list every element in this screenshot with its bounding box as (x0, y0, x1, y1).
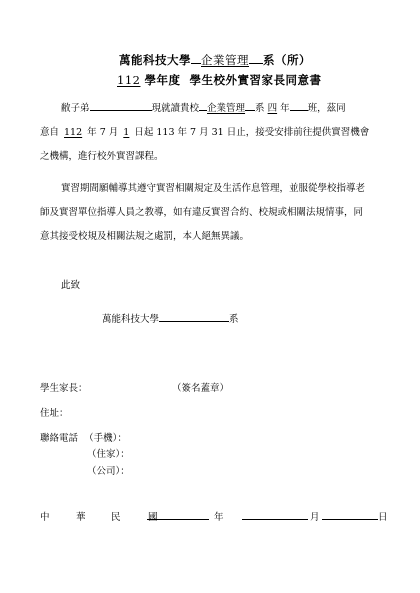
academic-year: 112 (117, 73, 141, 87)
consent-line-2 (40, 124, 369, 142)
obligation-line-1: 實習期間願輔導其遵守實習相關規定及生活作息管理，並服從學校指導老 (61, 183, 366, 194)
office-label: （公司）： (87, 466, 130, 477)
p1-class-label: 班，茲同 (307, 103, 346, 114)
title-line-2 (113, 72, 321, 88)
p2-month-label: 月 (108, 127, 119, 138)
home-label: （住家）： (87, 449, 130, 460)
p1-dept-pad (199, 110, 207, 111)
year-label: 學年度 (144, 73, 181, 87)
recipient-line (102, 311, 239, 329)
date-char-guo: 國 (148, 512, 158, 523)
p2-rest: 日起 113 年 7 月 31 日止，接受安排前往提供實習機會 (134, 127, 370, 138)
p2-day: 1 (123, 127, 130, 138)
p1-prefix: 敝子弟 (61, 103, 90, 114)
recipient-dept-blank (159, 321, 229, 322)
seal-label: （簽名蓋章） (172, 383, 230, 394)
date-day-blank (322, 519, 378, 520)
date-year-label: 年 (214, 512, 224, 523)
consent-line-1 (61, 100, 346, 118)
dept-blank-left (191, 63, 201, 64)
university-name: 萬能科技大學 (119, 53, 191, 67)
dept-blank-right (249, 63, 263, 64)
p1-grade-label: 年 (280, 103, 290, 114)
p2-year: 112 (64, 127, 83, 138)
obligation-line-2: 師及實習單位指導人員之教導，如有違反實習合約、校規或相關法規情事，同 (40, 207, 364, 218)
date-char-zhong: 中 (40, 512, 50, 523)
closing-ci: 此致 (61, 280, 81, 291)
mobile-label: （手機）： (84, 433, 127, 444)
p1-grade: 四 (267, 103, 278, 114)
parent-label: 學生家長： (40, 383, 88, 394)
address-label: 住址： (40, 408, 69, 419)
recipient-university: 萬能科技大學 (102, 314, 160, 325)
student-name-blank (90, 110, 152, 111)
p1-dept-pad-2 (245, 110, 255, 111)
date-char-hua: 華 (76, 512, 86, 523)
date-year-blank (147, 519, 209, 520)
date-month-label: 月 (310, 512, 320, 523)
phone-label: 聯絡電話 (40, 433, 79, 444)
title-line-1 (119, 52, 311, 68)
p1-department: 企業管理 (207, 103, 246, 114)
recipient-suffix: 系 (229, 314, 239, 325)
department-name: 企業管理 (201, 53, 249, 67)
date-month-blank (242, 519, 308, 520)
date-day-label: 日 (378, 512, 388, 523)
obligation-line-3: 意其接受校規及相關法規之處罰，本人絕無異議。 (40, 231, 250, 242)
p1-mid: 現就讀貴校 (151, 103, 200, 114)
form-title: 學生校外實習家長同意書 (189, 73, 322, 87)
dept-suffix: 系（所） (263, 53, 311, 67)
p2-year-label: 年 (87, 127, 97, 138)
consent-line-3: 之機構，進行校外實習課程。 (40, 151, 164, 162)
date-char-min: 民 (111, 512, 121, 523)
class-blank (290, 110, 308, 111)
p2-prefix: 意自 (40, 127, 60, 138)
p1-dept-label: 系 (255, 103, 265, 114)
p2-month: 7 (99, 127, 106, 138)
